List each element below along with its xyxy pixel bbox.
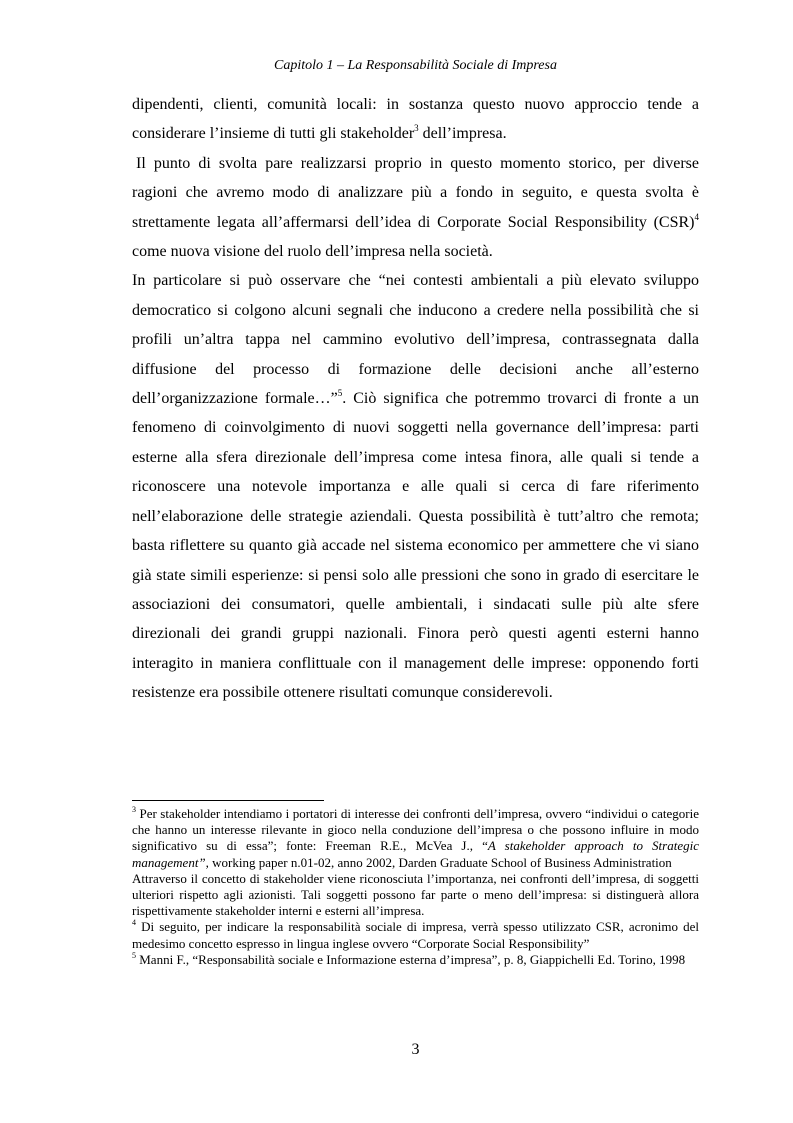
footnote-ref-5: 5	[337, 388, 343, 399]
paragraph-3-text: In particolare si può osservare che “nei contesti ambientali a più elevato sviluppo democratico si colgono alcuni segnali che inducono a credere nella possibilità che si profili un’altra tappa nel cammino evolutivo dell’impresa, contrassegnata dalla diffusione del processo di formazione delle decisioni anche all’esterno dell’organizzazione formale…”	[132, 272, 699, 408]
footnote-5	[132, 952, 699, 968]
running-header: Capitolo 1 – La Responsabilità Sociale di Impresa	[274, 58, 557, 73]
footnote-5-mark: 5	[132, 950, 136, 960]
paragraph-1	[132, 90, 699, 149]
paragraph-1-text: dipendenti, clienti, comunità locali: in sostanza questo nuovo approccio tende a considerare l’insieme di tutti gli stakeholder	[132, 96, 699, 143]
footnote-separator	[132, 800, 324, 801]
footnote-ref-3: 3	[414, 123, 419, 134]
footnote-4	[132, 919, 699, 951]
page-number: 3	[411, 1041, 420, 1058]
paragraph-2	[132, 149, 699, 267]
footnote-3-title: A stakeholder approach to Strategic management”,	[132, 838, 699, 870]
paragraph-2-text: Il punto di svolta pare realizzarsi proprio in questo momento storico, per diverse ragioni che avremo modo di analizzare più a fondo in seguito, e questa svolta è strettamente legata all’affermarsi dell’idea di Corporate Social Responsibility (CSR)	[132, 154, 699, 231]
footnote-5-text: Manni F., “Responsabilità sociale e Informazione esterna d’impresa”, p. 8, Giappichelli Ed. Torino, 1998	[136, 951, 686, 967]
paragraph-3-tail: . Ciò significa che potremmo trovarci di fronte a un fenomeno di coinvolgimento di nuovi soggetti nella governance dell’impresa: parti esterne alla sfera direzionale dell’impresa come intesa finora, alle quali si tende a riconoscere una notevole importanza e alle quali si cerca di fare riferimento nell’elaborazione delle strategie aziendali. Questa possibilità è tutt’altro che remota; basta riflettere su quanto già accade nel sistema economico per ammettere che vi siano già state simili esperienze: si pensi solo alle pressioni che sono in grado di esercitare le associazioni dei consumatori, quelle ambientali, i sindacati sulle più alte sfere direzionali dei grandi gruppi nazionali. Finora però questi agenti esterni hanno interagito in maniera conflittuale con il management delle imprese: opponendo forti resistenze era possibile ottenere risultati comunque considerevoli.	[132, 390, 699, 702]
footnote-3-mark: 3	[132, 805, 136, 814]
main-body	[132, 90, 699, 708]
footnote-ref-4: 4	[694, 211, 699, 222]
paragraph-1-tail: dell’impresa.	[418, 125, 507, 143]
footnote-4-mark: 4	[132, 918, 136, 928]
footnote-3	[132, 806, 699, 871]
footnote-3-continuation: Attraverso il concetto di stakeholder viene riconosciuta l’importanza, nei confronti dell’impresa, di soggetti ulteriori rispetto agli azionisti. Tali soggetti possono far parte o meno dell’impresa: si distinguerà allora rispettivamente stakeholder interni e esterni all’impresa.	[132, 870, 699, 919]
paragraph-3	[132, 266, 699, 707]
footnotes	[132, 806, 699, 968]
footnote-4-text: Di seguito, per indicare la responsabilità sociale di impresa, verrà spesso utilizzato CSR, acronimo del medesimo concetto espresso in lingua inglese ovvero “Corporate Social Responsibility”	[132, 919, 699, 951]
footnote-3-source: working paper n.01-02, anno 2002, Darden Graduate School of Business Administration	[208, 854, 672, 870]
paragraph-2-tail: come nuova visione del ruolo dell’impresa nella società.	[132, 243, 493, 261]
footnote-3-text: Per stakeholder intendiamo i portatori di interesse dei confronti dell’impresa, ovvero “individui o categorie che hanno un interesse rilevante in gioco nella conduzione dell’impresa o che possono influire in modo significativo su di essa”; fonte: Freeman R.E., McVea J., “	[132, 806, 699, 854]
